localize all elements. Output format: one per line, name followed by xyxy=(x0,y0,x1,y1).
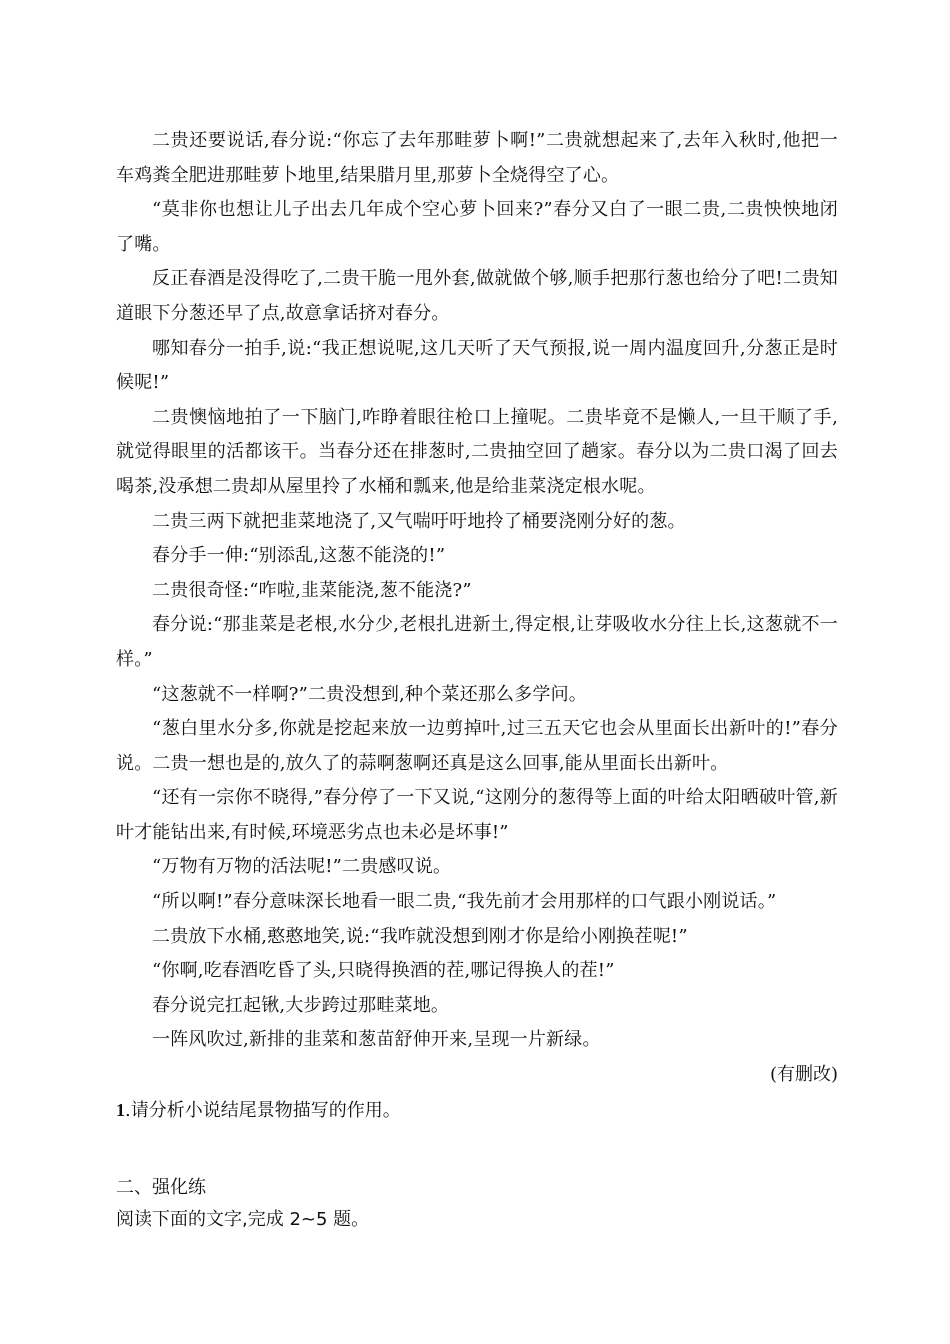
source-note: (有删改) xyxy=(769,1064,838,1086)
section-instruction: 阅读下面的文字,完成 2~5 题。 xyxy=(116,1209,370,1231)
story-paragraph-14: “所以啊!”春分意味深长地看一眼二贵,“我先前才会用那样的口气跟小刚说话。” xyxy=(152,891,777,913)
story-paragraph-4: 哪知春分一拍手,说:“我正想说呢,这几天听了天气预报,说一周内温度回升,分葱正是时候呢!” xyxy=(116,337,838,394)
document-page xyxy=(116,124,838,1236)
story-paragraph-1: 二贵还要说话,春分说:“你忘了去年那畦萝卜啊!”二贵就想起来了,去年入秋时,他把一车鸡粪全肥进那畦萝卜地里,结果腊月里,那萝卜全烧得空了心。 xyxy=(116,130,838,186)
story-paragraph-5: 二贵懊恼地拍了一下脑门,咋睁着眼往枪口上撞呢。二贵毕竟不是懒人,一旦干顺了手,就觉得眼里的活都该干。当春分还在排葱时,二贵抽空回了趟家。春分以为二贵口渴了回去喝茶,没承想二贵却从屋里拎了水桶和瓢来,他是给韭菜浇定根水呢。 xyxy=(116,406,838,497)
section-title: 二、强化练 xyxy=(116,1177,206,1199)
story-paragraph-16: “你啊,吃春酒吃昏了头,只晓得换酒的茬,哪记得换人的茬!” xyxy=(152,960,615,982)
story-paragraph-11: “葱白里水分多,你就是挖起来放一边剪掉叶,过三五天它也会从里面长出新叶的!”春分说。二贵一想也是的,放久了的蒜啊葱啊还真是这么回事,能从里面长出新叶。 xyxy=(116,718,838,774)
story-paragraph-10: “这葱就不一样啊?”二贵没想到,种个菜还那么多学问。 xyxy=(152,683,587,705)
question-number: 1 xyxy=(116,1099,125,1120)
story-paragraph-7: 春分手一伸:“别添乱,这葱不能浇的!” xyxy=(152,545,446,567)
story-paragraph-8: 二贵很奇怪:“咋啦,韭菜能浇,葱不能浇?” xyxy=(152,579,472,601)
story-paragraph-2: “莫非你也想让儿子出去几年成个空心萝卜回来?”春分又白了一眼二贵,二贵怏怏地闭了嘴。 xyxy=(116,199,838,255)
story-paragraph-18: 一阵风吹过,新排的韭菜和葱苗舒伸开来,呈现一片新绿。 xyxy=(152,1029,601,1051)
story-paragraph-3: 反正春酒是没得吃了,二贵干脆一甩外套,做就做个够,顺手把那行葱也给分了吧!二贵知道眼下分葱还早了点,故意拿话挤对春分。 xyxy=(116,268,838,324)
question-text: .请分析小说结尾景物描写的作用。 xyxy=(125,1099,401,1121)
question-1 xyxy=(116,1093,838,1129)
story-paragraph-13: “万物有万物的活法呢!”二贵感叹说。 xyxy=(152,856,452,878)
story-paragraph-6: 二贵三两下就把韭菜地浇了,又气喘吁吁地拎了桶要浇刚分好的葱。 xyxy=(152,510,686,532)
story-paragraph-15: 二贵放下水桶,憨憨地笑,说:“我咋就没想到刚才你是给小刚换茬呢!” xyxy=(152,925,688,947)
story-paragraph-17: 春分说完扛起锹,大步跨过那畦菜地。 xyxy=(152,994,450,1016)
story-paragraph-9: 春分说:“那韭菜是老根,水分少,老根扎进新土,得定根,让芽吸收水分往上长,这葱就不一样。” xyxy=(116,614,838,670)
story-paragraph-12: “还有一宗你不晓得,”春分停了一下又说,“这刚分的葱得等上面的叶给太阳晒破叶管,新叶才能钻出来,有时候,环境恶劣点也未必是坏事!” xyxy=(116,787,838,843)
